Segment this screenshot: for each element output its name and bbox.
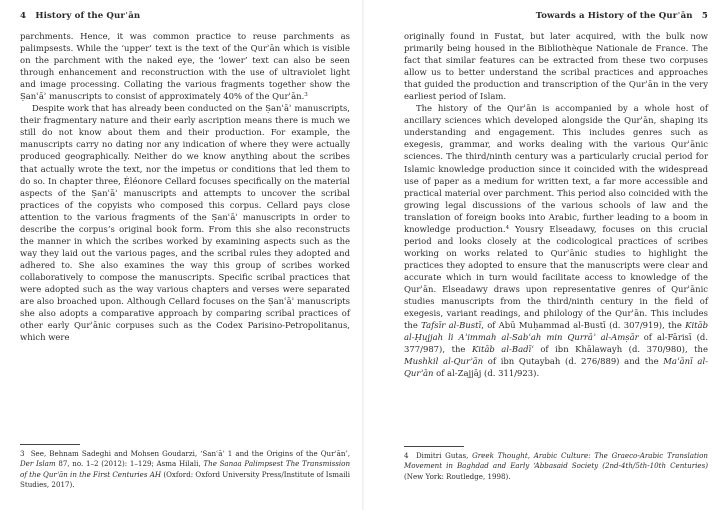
footnote-marker: 3 xyxy=(304,92,308,99)
paragraph-text: parchments. Hence, it was common practice to reuse parchments as palimpsests. While the ‘upper’ text is the text of the Qurʾān which is visible on the parchment with the naked eye, the ‘lower’ text can also be seen through enhancement and reconstruction with the use of ultraviolet light and image processing. Collating the various fragments together show the Ṣanʿāʾ manuscripts to consist of approximately 40% of the Qurʾān. xyxy=(20,31,350,102)
paragraph xyxy=(404,102,708,379)
paragraph-text: , of Abū Muḥammad al-Bustī (d. 307/919), the xyxy=(481,320,686,331)
footnote-marker: 4 xyxy=(505,224,510,231)
paragraph-text: of ibn Qutaybah (d. 276/889) and the xyxy=(483,356,664,367)
footnote-text: Dimitri Gutas, xyxy=(415,451,473,460)
running-head-left xyxy=(20,10,350,30)
page-number-left: 4 xyxy=(20,11,27,21)
page-number-right: 5 xyxy=(701,11,708,21)
right-body-text xyxy=(404,30,708,379)
running-title-left: History of the Qurʾān xyxy=(35,11,141,21)
footnote xyxy=(404,451,708,482)
running-title-right: Towards a History of the Qurʾān xyxy=(535,11,693,21)
footnote-book-title: The Sanaa Palimpsest The Transmission of the Qurʾān in the First Centuries AH xyxy=(20,459,351,479)
footnote-text: (Oxford: Oxford University Press/Institute of Ismaili Studies, 2017). xyxy=(20,469,351,489)
footnotes-right xyxy=(404,446,708,482)
footnote-book-title: Greek Thought, Arabic Culture: The Graeco-Arabic Translation Movement in Baghdad and Early ‘Abbasaid Society (2nd-4th/5th-10th Centuries) xyxy=(404,451,708,471)
footnote-text: See, Behnam Sadeghi and Mohsen Goudarzi, ‘Sanʿāʾ 1 and the Origins of the Qurʾān’, xyxy=(30,449,350,458)
footnote-text: 87, no. 1–2 (2012): 1–129; Asma Hilali, xyxy=(55,459,204,469)
footnotes-left xyxy=(20,444,350,490)
running-head-right xyxy=(404,10,708,30)
footnote xyxy=(20,449,350,490)
right-head-text xyxy=(536,10,708,30)
paragraph-text: of ibn Khālawayh (d. 370/980), the xyxy=(533,344,708,355)
footnote-rule xyxy=(20,444,80,445)
left-head-text xyxy=(20,10,140,30)
paragraph-text: The history of the Qurʾān is accompanied by a whole host of ancillary sciences which developed alongside the Qurʾān, shaping its understanding and engagement. This includes genres such as exegesis, grammar, and works dealing with the various Qurʾānic sciences. The third/ninth century was a particularly crucial period for Islamic knowledge production since it coincided with the widespread use of paper as a medium for written text, a far more accessible and practical material over parchment. This period also coincided with the growing legal discussions of the various schools of law and the translation of foreign books into Arabic, further leading to a boom in knowledge production. xyxy=(404,103,708,234)
footnote-rule xyxy=(404,446,464,447)
work-title: Kitāb al-Badīʿ xyxy=(471,344,534,355)
footnote-text: (New York: Routledge, 1998). xyxy=(404,471,511,481)
work-title: Mushkil al-Qurʾān xyxy=(404,356,484,367)
paragraph-text: of al-Zajjāj (d. 311/923). xyxy=(433,368,540,379)
right-page xyxy=(364,0,728,510)
paragraph: Despite work that has already been conducted on the Ṣanʿāʾ manuscripts, their fragmentary nature and their early ascription means there is much we still do not know about them and their production. For example, the manuscripts carry no dating nor any indication of where they were actually produced geographically. Neither do we know anything about the scribes that actually wrote the text, nor the impetus or conditions that led them to do so. In chapter three, Éléonore Cellard focuses specifically on the material aspects of the Ṣanʿāʾ manuscripts and attempts to uncover the scribal practices of the copyists who composed this corpus. Cellard pays close attention to the various fragments of the Ṣanʿāʾ manuscripts in order to describe the corpus’s original book form. From this she also reconstructs the manner in which the scribes worked by examining aspects such as the way they laid out the various pages, and the scribal rules they adopted and adhered to. She also examines the way this group of scribes worked collaboratively to compose the manuscripts. Specific scribal practices that were adopted such as the way various chapters and verses were separated are also broached upon. Although Cellard focuses on the Ṣanʿāʾ manuscripts she also adopts a comparative approach by comparing scribal practices of other early Qurʾānic corpuses such as the Codex Parisino-Petropolitanus, which were xyxy=(20,103,350,343)
paragraph-text: Yousry Elseadawy, focuses on this crucial period and looks closely at the codicological practices of scribes working on works related to Qurʾānic studies to highlight the practices they adopted to ensure that the manuscripts were clear and accurate which in turn would facilitate access to knowledge of the Qurʾān. Elseadawy draws upon representative genres of Qurʾānic studies manuscripts from the third/ninth century in the field of exegesis, variant readings, and philology of the Qurʾān. This includes the xyxy=(404,223,708,331)
footnote-number: 3 xyxy=(20,449,25,458)
footnote-journal: Der Islam xyxy=(20,459,56,469)
work-title: Kitāb al-Ḥujjah li Aʾimmah al-Sabʿah min Qurrāʾ al-Amṣār xyxy=(404,320,708,343)
paragraph xyxy=(20,30,350,102)
work-title: Maʿānī al-Qurʾān xyxy=(404,356,708,379)
paragraph: originally found in Fustat, but later acquired, with the bulk now primarily being housed in the Bibliothèque Nationale de France. The fact that similar features can be extracted from these two corpuses allow us to better understand the scribal practices and approaches that guided the production and transcription of the Qurʾān in the very earliest period of Islam. xyxy=(404,31,708,102)
left-body-text xyxy=(20,30,350,343)
paragraph-text: of al-Fārisī (d. 377/987), the xyxy=(404,332,709,355)
work-title: Tafsīr al-Bustī xyxy=(421,320,482,331)
footnote-number: 4 xyxy=(404,451,409,460)
